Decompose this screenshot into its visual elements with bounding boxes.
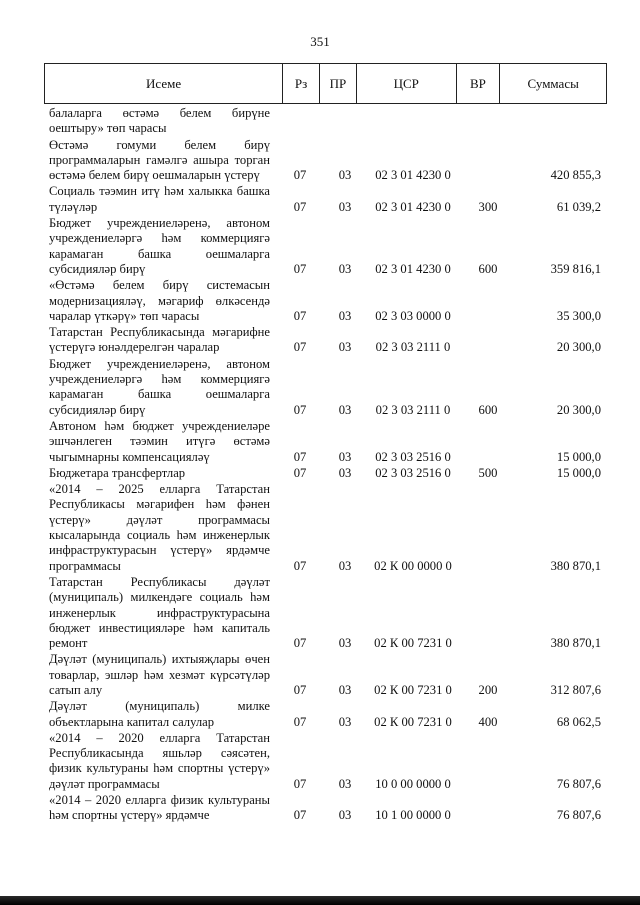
row-csr: 02 3 03 2111 0 bbox=[375, 340, 451, 355]
row-csr: 02 К 00 7231 0 bbox=[374, 714, 452, 729]
row-rz: 07 bbox=[293, 261, 307, 276]
row-sum: 61 039,2 bbox=[556, 199, 601, 214]
row-rz: 07 bbox=[293, 808, 307, 823]
row-rz: 07 bbox=[293, 449, 307, 464]
table-row bbox=[49, 652, 601, 698]
header-pr: ПР bbox=[320, 64, 357, 103]
row-rz: 07 bbox=[293, 682, 307, 697]
row-csr: 02 3 03 0000 0 bbox=[375, 308, 451, 323]
row-rz: 07 bbox=[293, 558, 307, 573]
row-sum: 312 807,6 bbox=[550, 682, 601, 697]
row-vr: 600 bbox=[478, 261, 498, 276]
row-pr: 03 bbox=[338, 340, 352, 355]
row-rz: 07 bbox=[293, 636, 307, 651]
row-name: «2014 – 2025 елларга Татарстан Республикасы мәгарифен һәм фәнен үстерү» дәүләт программасы кысаларында социаль һәм инженерлык инфраструктурасын үстерү» ярдәмче программасы bbox=[49, 482, 270, 573]
row-sum: 20 300,0 bbox=[556, 402, 601, 417]
row-sum: 76 807,6 bbox=[556, 776, 601, 791]
row-pr: 03 bbox=[338, 636, 352, 651]
table-row bbox=[49, 466, 601, 481]
row-csr: 02 3 03 2516 0 bbox=[375, 449, 451, 464]
table-row bbox=[49, 575, 601, 651]
row-csr: 02 3 03 2111 0 bbox=[375, 402, 451, 417]
row-name: «2014 – 2020 елларга физик культураны һәм спортны үстерү» ярдәмче bbox=[49, 793, 270, 823]
table-row bbox=[49, 357, 601, 418]
row-pr: 03 bbox=[338, 714, 352, 729]
row-pr: 03 bbox=[338, 168, 352, 183]
row-pr: 03 bbox=[338, 402, 352, 417]
row-name: Татарстан Республикасында мәгарифне үстерүгә юнәлдерелгән чаралар bbox=[49, 325, 270, 355]
row-csr: 02 3 01 4230 0 bbox=[375, 261, 451, 276]
table-row bbox=[49, 325, 601, 356]
row-sum: 380 870,1 bbox=[550, 636, 601, 651]
table-row bbox=[49, 184, 601, 215]
row-pr: 03 bbox=[338, 682, 352, 697]
row-name: Бюджетара трансфертлар bbox=[49, 465, 186, 480]
row-name: «Өстәмә белем бирү системасын модернизацияләү, мәгариф өлкәсендә чаралар үткәрү» төп чарасы bbox=[49, 278, 270, 323]
table-row bbox=[49, 419, 601, 465]
row-vr: 500 bbox=[478, 465, 498, 480]
row-name: Бюджет учреждениеләренә, автоном учреждениеләргә һәм коммерциягә карамаган башка оешмаларга субсидияләр бирү bbox=[49, 216, 270, 276]
row-csr: 02 3 03 2516 0 bbox=[375, 465, 451, 480]
row-vr: 300 bbox=[478, 199, 498, 214]
header-sum: Суммасы bbox=[527, 75, 579, 91]
row-name: Бюджет учреждениеләренә, автоном учреждениеләргә һәм коммерциягә карамаган башка оешмаларга субсидияләр бирү bbox=[49, 356, 270, 417]
header-rz: Рз bbox=[283, 64, 320, 103]
row-name: балаларга өстәмә белем бирүне оештыру» төп чарасы bbox=[49, 106, 270, 136]
row-csr: 02 3 01 4230 0 bbox=[375, 168, 451, 183]
row-rz: 07 bbox=[293, 402, 307, 417]
row-sum: 359 816,1 bbox=[550, 261, 601, 276]
row-pr: 03 bbox=[338, 261, 352, 276]
page-number: 351 bbox=[310, 34, 330, 49]
table-row bbox=[49, 731, 601, 792]
row-sum: 68 062,5 bbox=[556, 714, 601, 729]
table-row bbox=[49, 482, 601, 574]
header-csr: ЦСР bbox=[357, 64, 457, 103]
table-header bbox=[44, 63, 607, 104]
row-name: Дәүләт (муниципаль) ихтыяҗлары өчен товарлар, эшләр һәм хезмәт күрсәтүләр сатып алу bbox=[49, 652, 270, 697]
row-name: Социаль тәэмин итү һәм халыкка башка түләүләр bbox=[49, 184, 270, 214]
table-body bbox=[49, 106, 601, 825]
row-name: Татарстан Республикасы дәүләт (муниципаль) милкендәге социаль һәм инженерлык инфраструктурасына бюджет инвестицияләре һәм капиталь ремонт bbox=[49, 574, 270, 651]
row-sum: 76 807,6 bbox=[556, 808, 601, 823]
row-vr: 400 bbox=[478, 714, 498, 729]
row-pr: 03 bbox=[338, 308, 352, 323]
row-csr: 02 К 00 7231 0 bbox=[374, 682, 452, 697]
row-pr: 03 bbox=[338, 465, 352, 480]
row-rz: 07 bbox=[293, 340, 307, 355]
row-sum: 35 300,0 bbox=[556, 308, 601, 323]
row-sum: 20 300,0 bbox=[556, 340, 601, 355]
row-sum: 380 870,1 bbox=[550, 558, 601, 573]
table-row bbox=[49, 793, 601, 824]
row-pr: 03 bbox=[338, 449, 352, 464]
row-vr: 200 bbox=[478, 682, 498, 697]
row-sum: 15 000,0 bbox=[556, 465, 601, 480]
row-pr: 03 bbox=[338, 808, 352, 823]
row-pr: 03 bbox=[338, 776, 352, 791]
row-name: Дәүләт (муниципаль) милке объектларына капитал салулар bbox=[49, 699, 270, 729]
row-name: Өстәмә гомуми белем бирү программаларын гамәлгә ашыра торган өстәмә белем бирү оешмаларын үстерү bbox=[49, 137, 270, 183]
row-csr: 02 К 00 7231 0 bbox=[374, 636, 452, 651]
row-name: Автоном һәм бюджет учреждениеләре эшчәнлеген тәэмин итүгә өстәмә чыгымнарны компенсацияләү bbox=[49, 418, 270, 464]
table-row bbox=[49, 278, 601, 324]
row-rz: 07 bbox=[293, 308, 307, 323]
row-pr: 03 bbox=[338, 558, 352, 573]
row-rz: 07 bbox=[293, 199, 307, 214]
row-csr: 10 0 00 0000 0 bbox=[375, 776, 451, 791]
table-row bbox=[49, 699, 601, 730]
table-row bbox=[49, 216, 601, 277]
row-csr: 02 К 00 0000 0 bbox=[374, 558, 452, 573]
scan-edge-shadow bbox=[0, 896, 640, 905]
row-sum: 420 855,3 bbox=[550, 168, 601, 183]
row-sum: 15 000,0 bbox=[556, 449, 601, 464]
row-vr: 600 bbox=[478, 402, 498, 417]
row-rz: 07 bbox=[293, 714, 307, 729]
table-row bbox=[49, 138, 601, 184]
table-row bbox=[49, 106, 601, 137]
row-csr: 02 3 01 4230 0 bbox=[375, 199, 451, 214]
row-rz: 07 bbox=[293, 168, 307, 183]
row-pr: 03 bbox=[338, 199, 352, 214]
header-vr: ВР bbox=[457, 64, 501, 103]
row-name: «2014 – 2020 елларга Татарстан Республикасында яшьләр сәясәтен, физик культураны һәм спортны үстерү» дәүләт программасы bbox=[49, 730, 270, 791]
row-rz: 07 bbox=[293, 776, 307, 791]
header-name: Исеме bbox=[45, 64, 283, 103]
row-csr: 10 1 00 0000 0 bbox=[375, 808, 451, 823]
row-rz: 07 bbox=[293, 465, 307, 480]
